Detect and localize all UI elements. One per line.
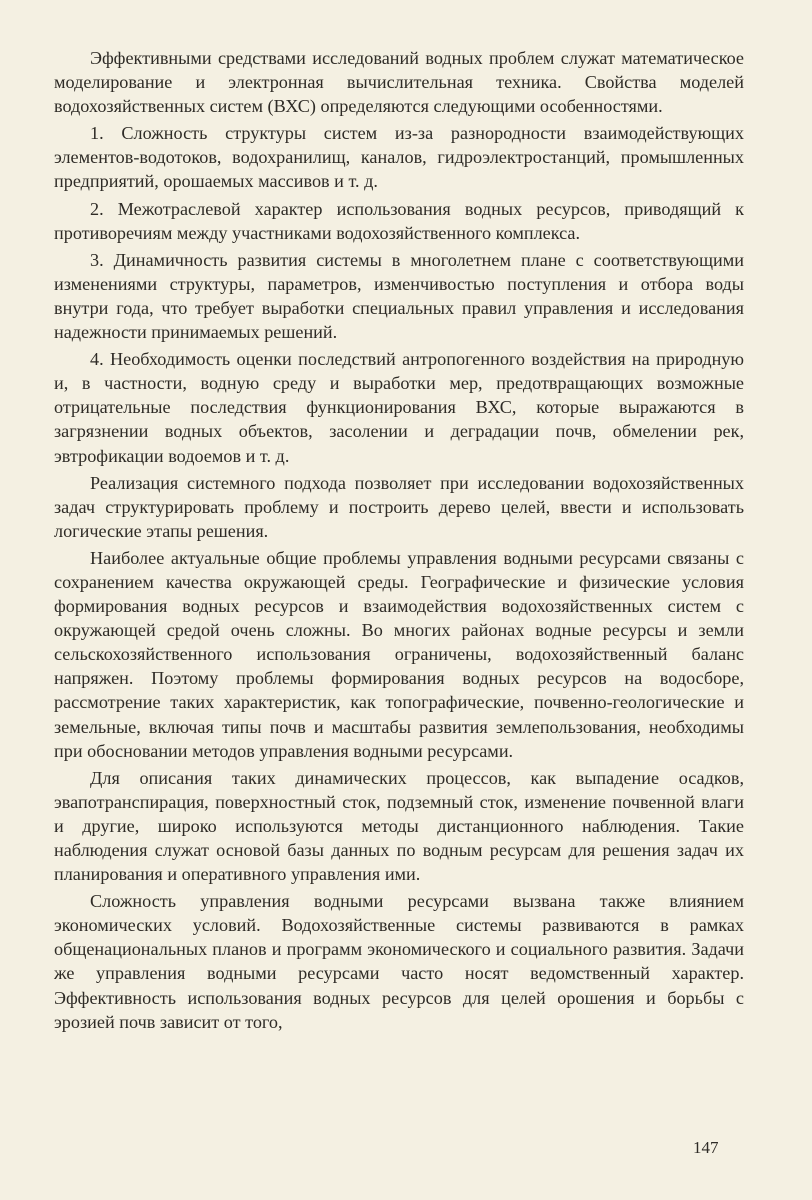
paragraph-item-4: 4. Необходимость оценки последствий антропогенного воздействия на природную и, в частности, водную среду и выработки мер, предотвращающих возможные отрицательные последствия функционирования ВХС, которые выражаются в загрязнении водных объектов, засолении и деградации почв, обмелении рек, эвтрофикации водоемов и т. д.	[54, 349, 744, 466]
paragraph-item-2: 2. Межотраслевой характер использования водных ресурсов, приводящий к противоречиям между участниками водохозяйственного комплекса.	[54, 198, 744, 243]
page-number: 147	[693, 1138, 719, 1157]
paragraph-intro: Эффективными средствами исследований водных проблем служат математическое моделирование и электронная вычислительная техника. Свойства моделей водохозяйственных систем (ВХС) определяются следующими особенностями.	[54, 48, 744, 117]
paragraph-economics: Сложность управления водными ресурсами вызвана также влиянием экономических условий. Водохозяйственные системы развиваются в рамках общенациональных планов и программ экономического и социального развития. Задачи же управления водными ресурсами часто носят ведомственный характер. Эффективность использования водных ресурсов для целей орошения и борьбы с эрозией почв зависит от того,	[54, 891, 744, 1032]
paragraph-system-approach: Реализация системного подхода позволяет при исследовании водохозяйственных задач структурировать проблему и построить дерево целей, ввести и использовать логические этапы решения.	[54, 472, 744, 541]
paragraph-item-3: 3. Динамичность развития системы в многолетнем плане с соответствующими изменениями структуры, параметров, изменчивостью поступления и отбора воды внутри года, что требует выработки специальных правил управления и исследования надежности принимаемых решений.	[54, 249, 744, 343]
body-text	[54, 46, 744, 1034]
paragraph-environment: Наиболее актуальные общие проблемы управления водными ресурсами связаны с сохранением качества окружающей среды. Географические и физические условия формирования водных ресурсов и взаимодействия водохозяйственных систем с окружающей средой очень сложны. Во многих районах водные ресурсы и земли сельскохозяйственного использования ограничены, водохозяйственный баланс напряжен. Поэтому проблемы формирования водных ресурсов на водосборе, рассмотрение таких характеристик, как топографические, почвенно-геологические и земельные, включая типы почв и масштабы развития землепользования, необходимы при обосновании методов управления водными ресурсами.	[54, 547, 744, 761]
paragraph-item-1: 1. Сложность структуры систем из-за разнородности взаимодействующих элементов-водотоков, водохранилищ, каналов, гидроэлектростанций, промышленных предприятий, орошаемых массивов и т. д.	[54, 123, 744, 192]
paragraph-remote-sensing: Для описания таких динамических процессов, как выпадение осадков, эвапотранспирация, поверхностный сток, подземный сток, изменение почвенной влаги и другие, широко используются методы дистанционного наблюдения. Такие наблюдения служат основой базы данных по водным ресурсам для решения задач их планирования и оперативного управления ими.	[54, 767, 744, 885]
